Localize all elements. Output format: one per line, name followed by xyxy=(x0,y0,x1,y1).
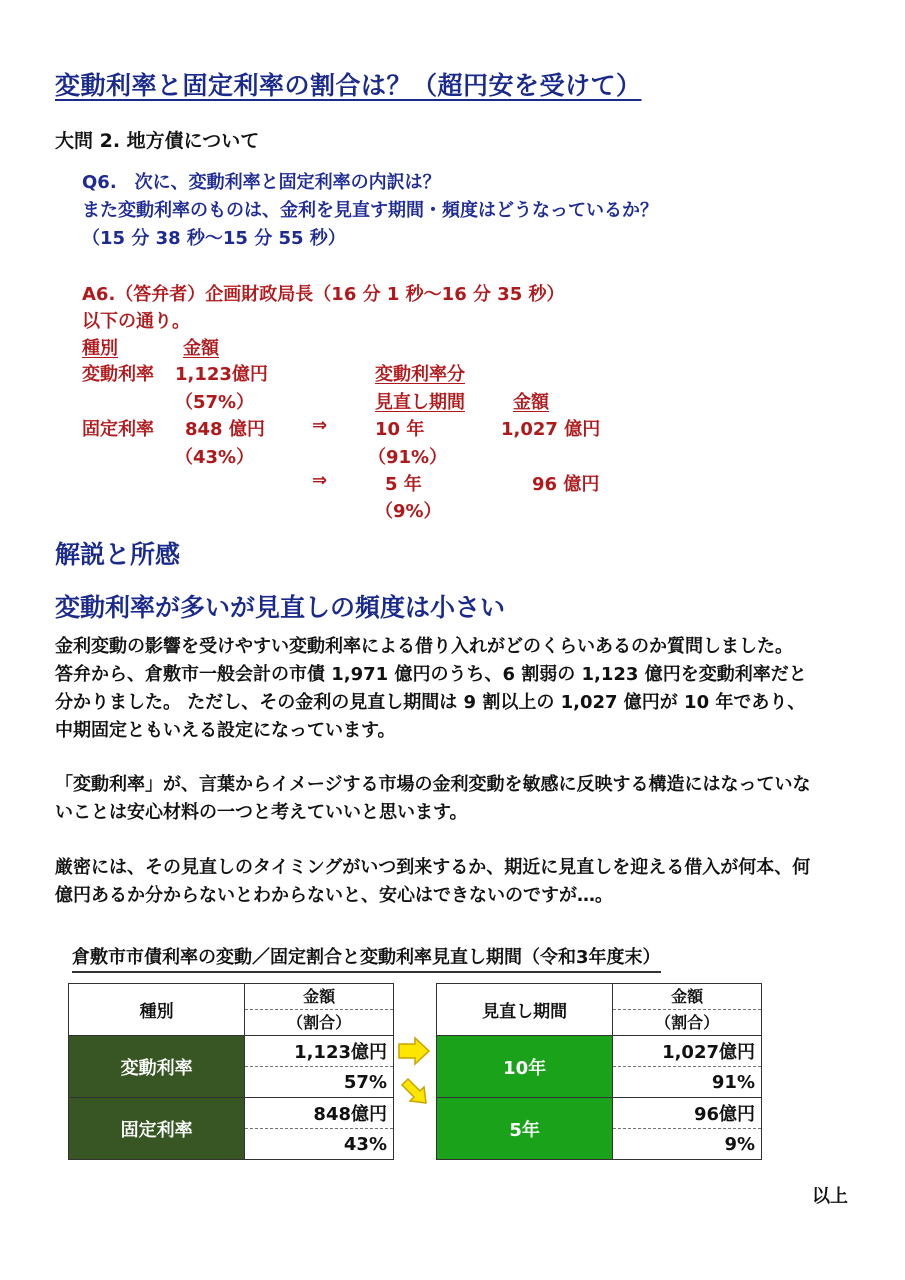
rate-type-table xyxy=(68,983,394,1160)
commentary-heading: 解説と所感 xyxy=(55,540,181,569)
paragraph-1-line-1: 金利変動の影響を受けやすい変動利率による借り入れがどのくらいあるのか質問しました。 xyxy=(55,636,793,657)
paragraph-3-line-1: 厳密には、その見直しのタイミングがいつ到来するか、期近に見直しを迎える借入が何本、何 xyxy=(55,857,811,878)
paragraph-1-line-4: 中期固定ともいえる設定になっています。 xyxy=(55,720,396,741)
answer-variable-breakdown: 変動利率分 xyxy=(375,364,465,385)
answer-arrow-1: ⇒ xyxy=(312,415,328,436)
paragraph-1-line-2: 答弁から、倉敷市一般会計の市債 1,971 億円のうち、6 割弱の 1,123 億円を変動利率だと xyxy=(55,664,807,685)
table-header-period: 見直し期間 xyxy=(437,984,613,1036)
answer-arrow-2: ⇒ xyxy=(312,470,328,491)
closing-text: 以上 xyxy=(812,1186,848,1207)
question-section-heading: 大問 2. 地方債について xyxy=(55,130,260,152)
table-cell-5-years-pct: 9% xyxy=(613,1129,762,1160)
table-cell-variable-pct: 57% xyxy=(245,1067,394,1098)
table-cell-fixed-rate: 固定利率 xyxy=(69,1098,245,1160)
answer-fixed-pct: （43%） xyxy=(175,447,255,468)
table-cell-10-years: 10年 xyxy=(437,1036,613,1098)
arrow-right-icon xyxy=(397,1036,431,1066)
table-cell-fixed-pct: 43% xyxy=(245,1129,394,1160)
answer-period-2-pct: （9%） xyxy=(375,501,442,522)
table-cell-5-years: 5年 xyxy=(437,1098,613,1160)
page-title: 変動利率と固定利率の割合は？（超円安を受けて） xyxy=(55,71,642,100)
answer-fixed-label: 固定利率 xyxy=(82,419,154,440)
arrow-diagonal-icon xyxy=(398,1075,430,1107)
answer-variable-label: 変動利率 xyxy=(82,364,154,385)
question-time: （15 分 38 秒～15 分 55 秒） xyxy=(82,228,346,249)
answer-period-2: 5 年 xyxy=(385,474,422,495)
table-cell-10-years-pct: 91% xyxy=(613,1067,762,1098)
table-header-ratio: （割合） xyxy=(245,1010,394,1036)
commentary-subheading: 変動利率が多いが見直しの頻度は小さい xyxy=(55,593,506,622)
answer-period-1: 10 年 xyxy=(375,419,425,440)
table-header-amount: 金額 xyxy=(245,984,394,1010)
answer-period-2-amount: 96 億円 xyxy=(532,474,600,495)
answer-variable-amount: 1,123億円 xyxy=(175,364,268,385)
answer-period-1-pct: （91%） xyxy=(368,447,448,468)
answer-col-amount: 金額 xyxy=(183,338,219,359)
table-header-type: 種別 xyxy=(69,984,245,1036)
table-header-amount-2: 金額 xyxy=(613,984,762,1010)
answer-line-1: A6.（答弁者）企画財政局長（16 分 1 秒～16 分 35 秒） xyxy=(82,284,565,305)
answer-line-2: 以下の通り。 xyxy=(82,311,190,332)
review-period-table xyxy=(436,983,762,1160)
paragraph-2-line-2: いことは安心材料の一つと考えていいと思います。 xyxy=(55,802,468,823)
paragraph-1-line-3: 分かりました。 ただし、その金利の見直し期間は 9 割以上の 1,027 億円が 10 年であり、 xyxy=(55,692,806,713)
paragraph-3-line-2: 億円あるか分からないとわからないと、安心はできないのですが…。 xyxy=(55,885,613,906)
table-cell-5-years-amount: 96億円 xyxy=(613,1098,762,1129)
answer-fixed-amount: 848 億円 xyxy=(185,419,265,440)
table-title: 倉敷市市債利率の変動／固定割合と変動利率見直し期間（令和3年度末） xyxy=(72,943,661,973)
answer-col-amount-2: 金額 xyxy=(513,392,549,413)
answer-col-period: 見直し期間 xyxy=(375,392,465,413)
table-cell-10-years-amount: 1,027億円 xyxy=(613,1036,762,1067)
question-line-2: また変動利率のものは、金利を見直す期間・頻度はどうなっているか？ xyxy=(82,200,658,221)
answer-variable-pct: （57%） xyxy=(175,392,255,413)
table-cell-variable-rate: 変動利率 xyxy=(69,1036,245,1098)
paragraph-2-line-1: 「変動利率」が、言葉からイメージする市場の金利変動を敏感に反映する構造にはなっていな xyxy=(55,774,811,795)
table-header-ratio-2: （割合） xyxy=(613,1010,762,1036)
table-cell-fixed-amount: 848億円 xyxy=(245,1098,394,1129)
answer-period-1-amount: 1,027 億円 xyxy=(501,419,601,440)
question-line-1: Q6. 次に、変動利率と固定利率の内訳は？ xyxy=(82,172,441,193)
answer-col-type: 種別 xyxy=(82,338,118,359)
table-cell-variable-amount: 1,123億円 xyxy=(245,1036,394,1067)
